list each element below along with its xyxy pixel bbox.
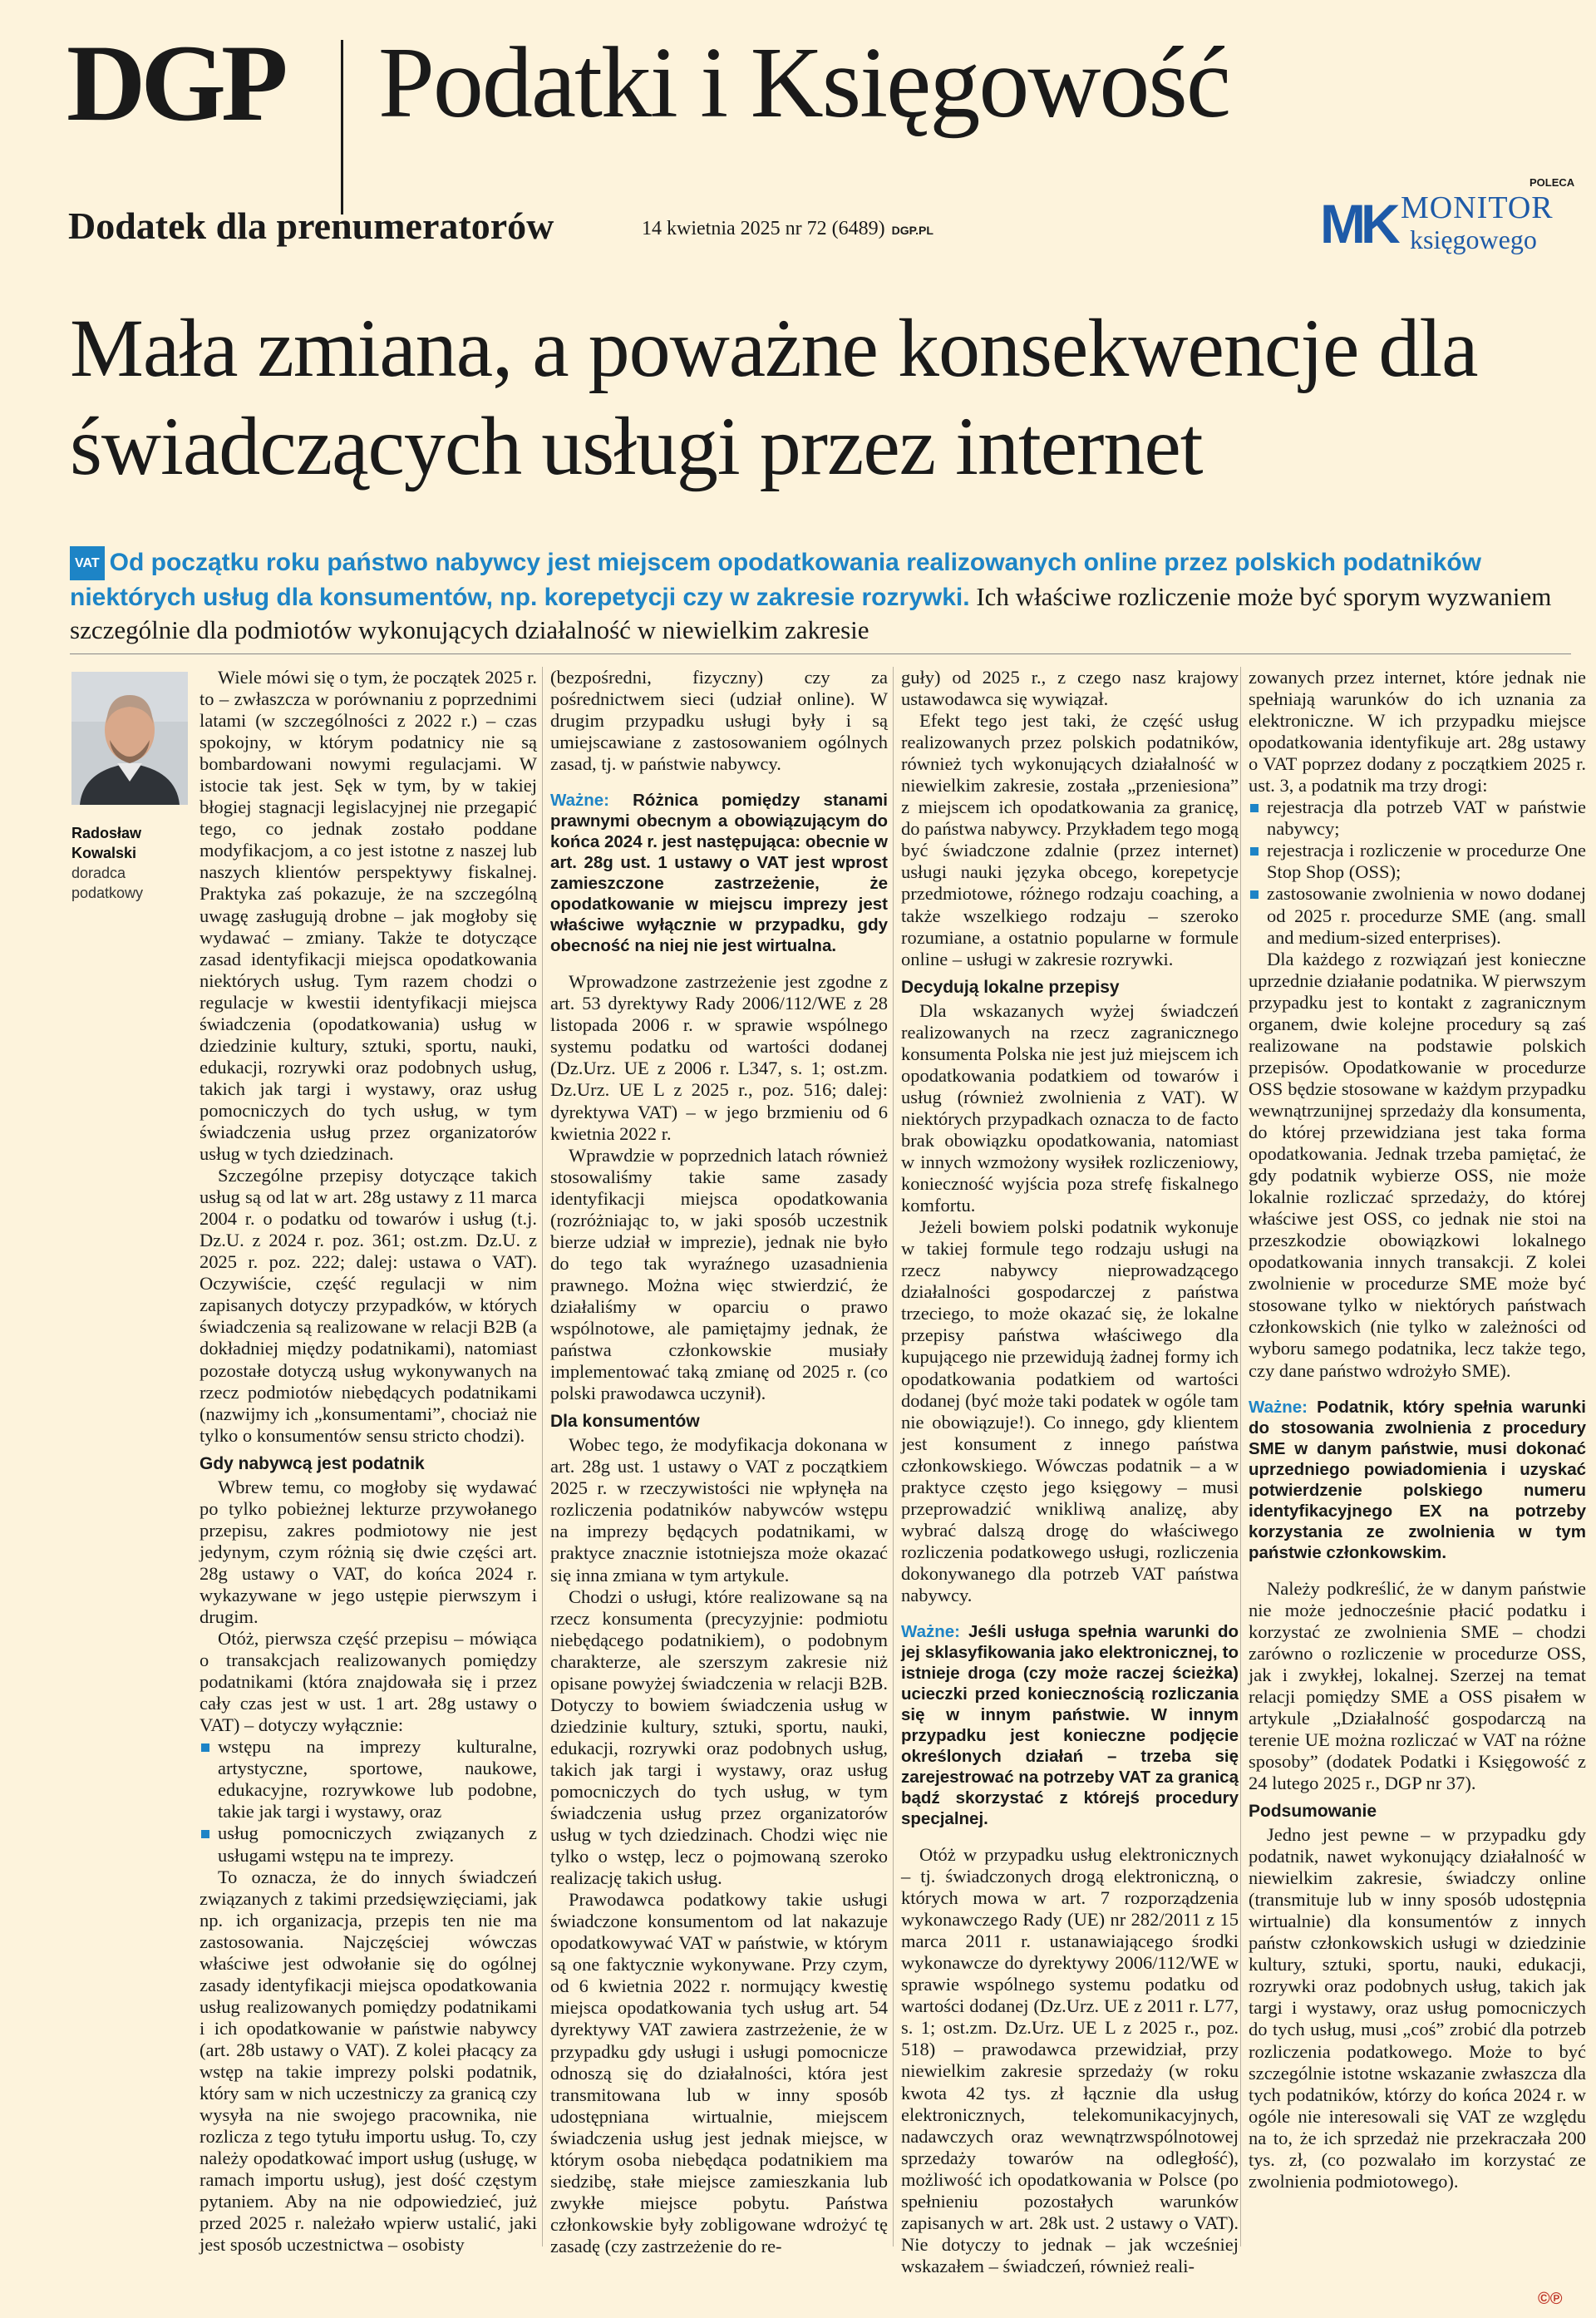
author-box xyxy=(71,823,188,903)
article-column-4 xyxy=(1249,667,1586,2192)
article-headline: Mała zmiana, a poważne konsekwencje dla świadczących usługi przez internet xyxy=(70,302,1478,492)
section-title: Podatki i Księgowość xyxy=(378,27,1230,139)
paragraph: Efekt tego jest taki, że część usług realizowanych przez polskich podatników, również tych wykonujących działalność w niewielkim zakresie, została „przeniesiona” z miejscem ich opodatkowania za granicę, do państwa nabywcy. Przykładem tego mogą być świadczone zdalnie (przez internet) usługi nauki języka obcego, korepetycje przedmiotowe, różnego rodzaju coaching, a także wszelkiego rodzaju – szeroko rozumiane, a ostatnio popularne w formule online – usługi w zakresie rozrywki. xyxy=(901,710,1239,969)
paragraph: To oznacza, że do innych świadczeń związanych z takimi przedsięwzięciami, jak np. ich organizacja, przepis ten nie ma zastosowania. Najczęściej wówczas właściwe jest odwołanie się do ogólnej zasady identyfikacji miejsca opodatkowania usług realizowanych pomiędzy podatnikami i ich opodatkowanie w państwie nabywcy (art. 28b ustawy o VAT). Z kolei płacący za wstęp na takie imprezy polski podatnik, który sam w nich uczestniczy za granicą czy wysyła na nie swojego pracownika, nie rozlicza z tego tytułu importu usług. To, czy należy opodatkować import usług (usługę, w ramach importu usług), jest dość częstym pytaniem. Aby na nie odpowiedzieć, już przed 2025 r. należało wpierw ustalić, jaki jest sposób uczestnictwa – osobisty xyxy=(200,1866,537,2256)
sponsor-name: MONITOR xyxy=(1401,190,1554,225)
copyright-mark: ©℗ xyxy=(1538,2290,1563,2308)
monitor-ksiegowego-logo[interactable] xyxy=(1320,193,1396,254)
important-label: Ważne: xyxy=(1249,1397,1308,1417)
logo-letters: MK xyxy=(1320,193,1396,254)
subheading: Podsumowanie xyxy=(1249,1802,1377,1822)
important-label: Ważne: xyxy=(550,791,609,811)
paragraph: Jeżeli bowiem polski podatnik wykonuje w takiej formule tego rodzaju usługi na rzecz nabywcy nieprowadzącego działalności gospodarczej z państwa trzeciego, to może okazać się, że lokalne przepisy państwa właściwego dla kupującego nie przewidują żadnej formy ich opodatkowania podatkiem od wartości dodanej (być może taki podatek w ogóle tam nie obowiązuje!). Co innego, gdy klientem jest konsument z innego państwa członkowskiego. Wówczas podatnik – a w praktyce często jego księgowy – musi przeprowadzić wnikliwą analizę, aby wybrać dalszą drogę do właściwego rozliczenia podatkowego usługi, rozliczenia dokonywanego dla potrzeb VAT państwa nabywcy. xyxy=(901,1216,1239,1605)
article-column-1 xyxy=(200,667,537,2256)
header-rule xyxy=(70,653,1571,654)
author-name: Radosław Kowalski xyxy=(71,825,142,861)
bullet-list xyxy=(1249,797,1586,948)
paragraph: Otóż, pierwsza część przepisu – mówiąca o transakcjach realizowanych pomiędzy podatnikami (która znajdowała się i przez cały czas jest w ust. 1 art. 28g ustawy o VAT) – dotyczy wyłącznie: xyxy=(200,1628,537,1736)
paragraph: Dla wskazanych wyżej świadczeń realizowanych na rzecz zagranicznego konsumenta Polska nie jest już miejscem ich opodatkowania podatkiem od towarów i usług (również zwolnienia z VAT). W niektórych przypadkach oznacza to de facto brak obowiązku opodatkowania, natomiast w innych wzmożony wysiłek rozliczeniowy, konieczność wyjścia poza strefę fiskalnego komfortu. xyxy=(901,999,1239,1216)
list-item: rejestracja dla potrzeb VAT w państwie nabywcy; xyxy=(1249,797,1586,840)
paragraph: Wiele mówi się o tym, że początek 2025 r. to – zwłaszcza w porównaniu z poprzednimi latami (w szczególności z 2022 r.) – czas spokojny, w którym podatnicy nie są bombardowani nowymi regulacjami. W istocie tak jest. Sęk w tym, by w takiej błogiej stagnacji legislacyjnej nie przegapić tego, co jednak zostało poddane modyfikacjom, a co jest istotne z naszej lub naszych klientów perspektywy fiskalnej. Praktyka zaś pokazuje, że na szczególną uwagę zasługują drobne – jak mogłoby się wydawać – zmiany. Także te dotyczące zasad identyfikacji miejsca opodatkowania niektórych usług. Tym razem chodzi o regulacje w kwestii identyfikacji miejsca świadczenia (opodatkowania) usług w dziedzinie kultury, sztuki, sportu, nauki, edukacji, rozrywki oraz podobnych usług, takich jak targi i wystawy, oraz usług pomocniczych do tych usług, w tym świadczenia usług przez organizatorów usług w tych dziedzinach. xyxy=(200,667,537,1165)
paragraph: Dla każdego z rozwiązań jest konieczne uprzednie działanie podatnika. W pierwszym przypadku jest to kontakt z zagranicznym organem, dwie kolejne procedury są zaś realizowane na podstawie polskich przepisów. Opodatkowanie w procedurze OSS będzie stosowane w każdym przypadku wewnątrzunijnej sprzedaży dla konsumenta, do której przewidziana jest taka forma opodatkowania. Jednak trzeba pamiętać, że gdy podatnik wybierze OSS, nie może lokalnie rozliczać sprzedaży, do której właściwe jest OSS, co jednak nie stoi na przeszkodzie obowiązkowi lokalnego opodatkowania innych transakcji. Z kolei zwolnienie w procedurze SME może być stosowane tylko w niektórych państwach członkowskich (nie tylko w zależności od wyboru samego podatnika, lecz także tego, czy dane państwo wdrożyło SME). xyxy=(1249,948,1586,1381)
column-rule xyxy=(1240,667,1241,2246)
list-item: rejestracja i rozliczenie w procedurze One Stop Shop (OSS); xyxy=(1249,840,1586,883)
subheading: Dla konsumentów xyxy=(550,1412,700,1432)
paragraph: zowanych przez internet, które jednak nie spełniają warunków do ich uznania za elektroniczne. W ich przypadku miejsce opodatkowania identyfikuje art. 28g ustawy o VAT poprzez dodany z początkiem 2025 r. ust. 3, a podatnik ma trzy drogi: xyxy=(1249,667,1586,797)
article-lead xyxy=(70,545,1566,646)
lead-text: Ich właściwe rozliczenie może być sporym wyzwaniem szczególnie dla podmiotów wykonujących działalność w niewielkim zakresie xyxy=(70,582,1552,644)
subtitle: Dodatek dla prenumeratorów xyxy=(68,205,554,247)
author-photo xyxy=(71,672,188,805)
paragraph: Wprowadzone zastrzeżenie jest zgodne z art. 53 dyrektywy Rady 2006/112/WE z 28 listopada 2006 r. w sprawie wspólnego systemu podatku od wartości dodanej (Dz.Urz. UE z 2006 r. L347, s. 1; ost.zm. Dz.Urz. UE L z 2025 r., poz. 516; dalej: dyrektywa VAT) – w jego brzmieniu od 6 kwietnia 2022 r. xyxy=(550,971,888,1144)
paragraph: (bezpośredni, fizyczny) czy za pośrednictwem sieci (udział online). W drugim przypadku usługi były i są umiejscawiane z zastosowaniem ogólnych zasad, tj. w państwie nabywcy. xyxy=(550,667,888,775)
list-item: wstępu na imprezy kulturalne, artystyczne, sportowe, naukowe, edukacyjne, rozrywkowe lub podobne, takie jak targi i wystawy, oraz xyxy=(200,1736,537,1822)
list-item: zastosowanie zwolnienia w nowo dodanej od 2025 r. procedurze SME (ang. small and medium-sized enterprises). xyxy=(1249,883,1586,948)
column-rule xyxy=(542,667,543,2246)
important-note: Ważne: Różnica pomiędzy stanami prawnymi obecnym a obowiązującym do końca 2024 r. jest następująca: obecnie w art. 28g ust. 1 ustawy o VAT jest wprost zamieszczone zastrzeżenie, że opodatkowanie w miejscu imprezy jest właściwe wyłącznie w przypadku, gdy obecność na niej nie jest wirtualna. xyxy=(550,791,888,956)
subheading: Gdy nabywcą jest podatnik xyxy=(200,1453,425,1473)
masthead-divider xyxy=(341,40,343,215)
bullet-list xyxy=(200,1736,537,1866)
paragraph: Szczególne przepisy dotyczące takich usług są od lat w art. 28g ustawy z 11 marca 2004 r. o podatku od towarów i usług (t.j. Dz.U. z 2024 r. poz. 361; ost.zm. Dz.U. z 2025 r. poz. 222; dalej: ustawa o VAT). Oczywiście, część regulacji w nim zapisanych dotyczy przypadków, w których świadczenia są realizowane w relacji B2B (a dokładniej między podatnikami), natomiast pozostałe dotyczą usług wykonywanych na rzecz podmiotów niebędących podatnikami (nazwijmy ich „konsumentami”, chociaż nie tylko o konsumentów sensu stricto chodzi). xyxy=(200,1165,537,1446)
paragraph: Jedno jest pewne – w przypadku gdy podatnik, nawet wykonujący działalność w niewielkim zakresie, świadczy online (transmituje lub w inny sposób udostępnia wirtualnie) dla konsumentów z innych państw członkowskich usługi w dziedzinie kultury, sztuki, sportu, nauki, edukacji, rozrywki oraz podobnych usług, takich jak targi i wystawy, oraz usług pomocniczych do tych usług, musi „coś” zrobić dla potrzeb rozliczenia podatkowego. Może to być szczególnie istotne wskazanie zwłaszcza dla tych podatników, którzy do końca 2024 r. w ogóle nie interesowali się VAT ze względu na to, że ich sprzedaż nie przekraczała 200 tys. zł, (co pozwalało im korzystać ze zwolnienia podmiotowego). xyxy=(1249,1824,1586,2192)
subheading: Decydują lokalne przepisy xyxy=(901,977,1120,997)
paragraph: Należy podkreślić, że w danym państwie nie może jednocześnie płacić podatku i korzystać ze zwolnienia SME – chodzi zarówno o rozliczenie w procedurze OSS, jak i zwykłej, lokalnej. Szerzej na temat relacji pomiędzy SME a OSS pisałem w artykule „Działalność gospodarczą na terenie UE można rozliczać w VAT na różne sposoby” (dodatek Podatki i Księgowość z 24 lutego 2025 r., DGP nr 37). xyxy=(1249,1577,1586,1793)
important-note: Ważne: Jeśli usługa spełnia warunki do jej sklasyfikowania jako elektronicznej, to istnieje droga (czy może raczej ścieżka) ucieczki przed koniecznością rozliczania się w innym państwie. W innym przypadku jest konieczne podjęcie określonych działań – trzeba się zarejestrować na potrzeby VAT za granicą bądź skorzystać z którejś procedury specjalnej. xyxy=(901,1622,1239,1829)
sponsor-name-2: księgowego xyxy=(1410,224,1537,254)
column-rule xyxy=(893,667,894,2246)
paragraph: Otóż w przypadku usług elektronicznych – tj. świadczonych drogą elektroniczną, o których mowa w art. 7 rozporządzenia wykonawczego Rady (UE) nr 282/2011 z 15 marca 2011 r. ustanawiającego środki wykonawcze do dyrektywy 2006/112/WE w sprawie wspólnego systemu podatku od wartości dodanej (Dz.Urz. UE z 2011 r. L77, s. 1; ost.zm. Dz.Urz. UE L z 2025 r., poz. 518) – prawodawca przewidział, przy niewielkim zakresie sprzedaży (w roku kwota 42 tys. zł łącznie dla usług elektronicznych, telekomunikacyjnych, nadawczych oraz wewnątrzwspólnotowej sprzedaży towarów na odległość), możliwość ich opodatkowania w Polsce (po spełnieniu pozostałych warunków zapisanych w art. 28k ust. 2 ustawy o VAT). Nie dotyczy to jednak – jak wcześniej wskazałem – świadczeń, również reali- xyxy=(901,1844,1239,2276)
important-label: Ważne: xyxy=(901,1622,960,1642)
vat-badge: VAT xyxy=(70,546,105,580)
paragraph: Wprawdzie w poprzednich latach również stosowaliśmy takie same zasady identyfikacji miejsca opodatkowania (rozróżniając to, w jaki sposób uczestnik bierze udział w imprezie), jednak nie było do tego tak wyraźnego uzasadnienia prawnego. Można więc stwierdzić, że działaliśmy w oparciu o prawo wspólnotowe, ale pamiętajmy jednak, że państwa członkowskie musiały implementować taką zmianę od 2025 r. (co polski prawodawca uczynił). xyxy=(550,1144,888,1404)
site-url[interactable]: DGP.PL xyxy=(891,224,933,237)
paragraph: Wobec tego, że modyfikacja dokonana w art. 28g ust. 1 ustawy o VAT z początkiem 2025 r. w rzeczywistości nie wpłynęła na rozliczenia podatników nabywców wstępu na imprezy będących podatnikami, w praktyce znacznie istotniejsza może okazać się inna zmiana w tym artykule. xyxy=(550,1434,888,1586)
list-item: usług pomocniczych związanych z usługami wstępu na te imprezy. xyxy=(200,1822,537,1866)
paragraph: Wbrew temu, co mogłoby się wydawać po tylko pobieżnej lekturze przywołanego przepisu, zakres podmiotowy nie jest jedynym, czym różnią się dwie części art. 28g ustawy o VAT, do końca 2024 r. wykazywane w jego ustępie pierwszym i drugim. xyxy=(200,1476,537,1628)
article-column-2 xyxy=(550,667,888,2257)
lead-highlight: Od początku roku państwo nabywcy jest miejscem opodatkowania realizowanych online przez polskich podatników niektórych usług dla konsumentów, np. korepetycji czy w zakresie rozrywki. xyxy=(70,549,1481,611)
paragraph: Chodzi o usługi, które realizowane są na rzecz konsumenta (precyzyjnie: podmiotu niebędącego podatnikiem), o podobnym charakterze, ale szerszym zakresie niż opisane powyżej świadczenia w relacji B2B. Dotyczy to bowiem świadczenia usług w dziedzinie kultury, sztuki, sportu, nauki, edukacji, rozrywki oraz podobnych usług, takich jak targi i wystawy, oraz usług pomocniczych do tych usług, w tym świadczenia usług przez organizatorów usług w tych dziedzinach. Chodzi więc nie tylko o wstęp, lecz o pojmowaną szeroko realizację takich usług. xyxy=(550,1586,888,1889)
article-column-3 xyxy=(901,667,1239,2277)
issue-date: 14 kwietnia 2025 nr 72 (6489) DGP.PL xyxy=(642,218,933,239)
author-role: doradca podatkowy xyxy=(71,865,144,901)
brand-logo[interactable]: DGP xyxy=(66,22,283,144)
paragraph: Prawodawca podatkowy takie usługi świadczone konsumentom od lat nakazuje opodatkowywać VAT w państwie, w którym są one faktycznie wykonywane. Przy czym, od 6 kwietnia 2022 r. normujący kwestię miejsca opodatkowania tych usług art. 54 dyrektywy VAT zawiera zastrzeżenie, że w przypadku gdy usługi i usługi pomocnicze odnoszą się do działalności, która jest transmitowana lub w inny sposób udostępniana wirtualnie, miejscem świadczenia usług jest jednak miejsce, w którym osoba niebędąca podatnikiem ma siedzibę, stałe miejsce zamieszkania lub zwykłe miejsce pobytu. Państwa członkowskie były zobligowane wdrożyć tę zasadę (czy zastrzeżenie do re- xyxy=(550,1889,888,2256)
sponsor-label: POLECA xyxy=(1530,176,1575,189)
important-note: Ważne: Podatnik, który spełnia warunki do stosowania zwolnienia z procedury SME w danym państwie, musi dokonać uprzedniego powiadomienia i uzyskać potwierdzenie polskiego numeru identyfikacyjnego EX na potrzeby korzystania ze zwolnienia w tym państwie członkowskim. xyxy=(1249,1397,1586,1562)
paragraph: guły) od 2025 r., z czego nasz krajowy ustawodawca się wywiązał. xyxy=(901,667,1239,710)
